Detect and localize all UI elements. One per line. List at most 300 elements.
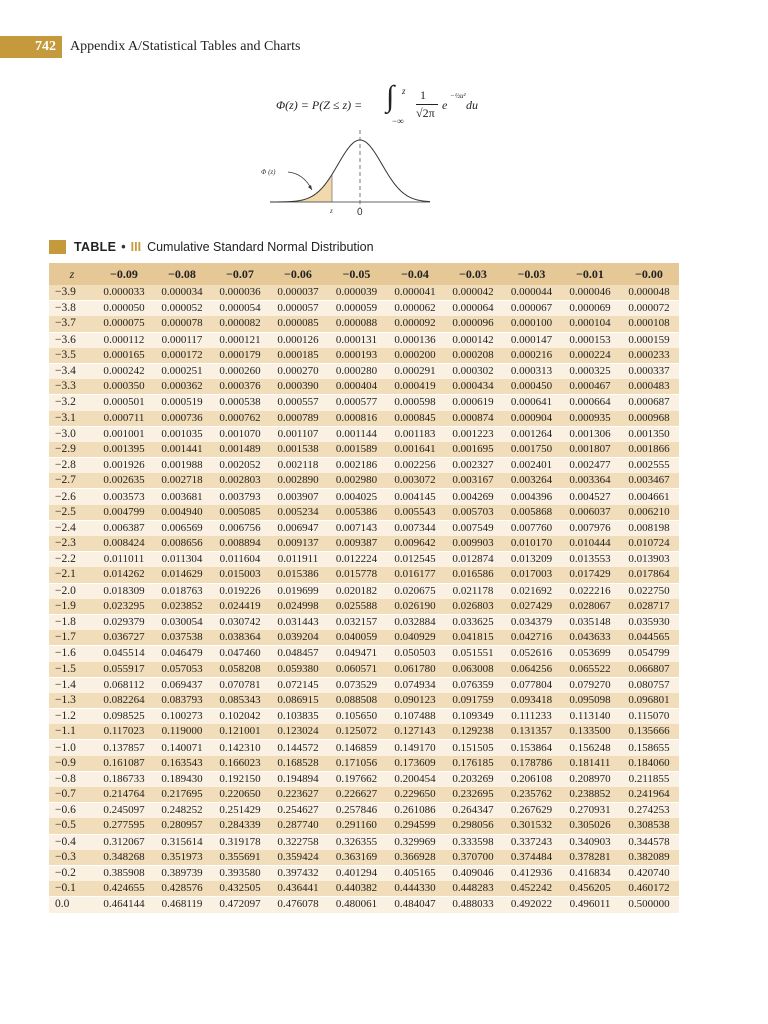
probability-cell: 0.000519: [161, 396, 203, 409]
probability-cell: 0.355691: [211, 850, 269, 866]
probability-cell: 0.000216: [502, 348, 561, 364]
table-row: [49, 583, 679, 599]
table-row: [49, 787, 679, 803]
probability-cell: 0.000450: [502, 379, 561, 395]
probability-cell: 0.000092: [386, 316, 444, 332]
probability-cell: 0.171056: [327, 756, 386, 772]
probability-cell: 0.337243: [510, 835, 553, 848]
probability-cell: 0.000350: [95, 379, 153, 395]
probability-cell: 0.000816: [327, 411, 386, 427]
probability-cell: 0.223627: [269, 787, 327, 803]
probability-cell: 0.004396: [510, 490, 553, 503]
probability-cell: 0.192150: [219, 772, 261, 785]
probability-cell: 0.001223: [452, 427, 494, 440]
probability-cell: 0.002477: [569, 459, 611, 472]
table-row: [49, 724, 679, 740]
column-header-z: z: [69, 266, 75, 281]
probability-cell: 0.000062: [394, 302, 436, 315]
probability-cell: 0.267629: [510, 804, 553, 817]
column-header: −0.08: [168, 266, 196, 281]
probability-cell: 0.016586: [444, 567, 502, 583]
probability-cell: 0.002803: [211, 473, 269, 489]
probability-cell: 0.105650: [335, 710, 378, 723]
formula-upper-limit: z: [402, 86, 406, 96]
probability-cell: 0.034379: [510, 616, 553, 629]
probability-cell: 0.079270: [569, 678, 611, 691]
probability-cell: 0.001589: [327, 442, 386, 458]
probability-cell: 0.000762: [211, 411, 269, 427]
probability-cell: 0.000172: [153, 348, 211, 364]
probability-cell: 0.000069: [569, 302, 611, 315]
probability-cell: 0.146859: [335, 741, 378, 754]
column-header: −0.04: [401, 266, 429, 281]
probability-cell: 0.007344: [394, 521, 436, 534]
probability-cell: 0.401294: [335, 867, 378, 880]
table-row: [49, 379, 679, 395]
zero-label: 0: [357, 207, 363, 218]
probability-cell: 0.096801: [619, 693, 679, 709]
page-number-tab: [0, 36, 62, 58]
formula-du: du: [466, 98, 478, 112]
probability-cell: 0.008424: [95, 536, 153, 552]
probability-cell: 0.208970: [569, 772, 611, 785]
probability-cell: 0.085343: [211, 693, 269, 709]
probability-cell: 0.351973: [153, 850, 211, 866]
probability-cell: 0.100273: [161, 710, 203, 723]
probability-cell: 0.000179: [211, 348, 269, 364]
table-row: [49, 709, 679, 725]
probability-cell: 0.366928: [386, 850, 444, 866]
probability-cell: 0.189430: [161, 772, 203, 785]
probability-cell: 0.070781: [219, 678, 261, 691]
probability-cell: 0.382089: [619, 850, 679, 866]
probability-cell: 0.181411: [561, 756, 619, 772]
probability-cell: 0.151505: [452, 741, 494, 754]
formula-exponent: −½u²: [450, 92, 466, 100]
column-header: −0.05: [342, 266, 371, 281]
probability-cell: 0.211855: [628, 772, 670, 785]
probability-cell: 0.000048: [619, 285, 679, 301]
probability-cell: 0.002401: [510, 459, 553, 472]
probability-cell: 0.409046: [452, 867, 494, 880]
probability-cell: 0.397432: [277, 867, 319, 880]
probability-cell: 0.002118: [277, 459, 319, 472]
probability-cell: 0.020675: [394, 584, 436, 597]
table-row: [49, 756, 679, 772]
probability-cell: 0.049471: [335, 647, 378, 660]
z-value-cell: −1.9: [49, 599, 95, 615]
probability-cell: 0.000557: [277, 396, 319, 409]
probability-cell: 0.001107: [277, 427, 319, 440]
table-row: [49, 426, 679, 442]
probability-cell: 0.042716: [502, 630, 561, 646]
probability-cell: 0.010170: [502, 536, 561, 552]
table-row: [49, 771, 679, 787]
probability-cell: 0.176185: [444, 756, 502, 772]
probability-cell: 0.000121: [219, 333, 261, 346]
probability-cell: 0.002186: [335, 459, 378, 472]
probability-cell: 0.025588: [327, 599, 386, 615]
probability-cell: 0.000538: [219, 396, 261, 409]
fraction-bar: [416, 104, 438, 105]
probability-cell: 0.000059: [335, 302, 378, 315]
z-value-cell: −0.6: [55, 804, 76, 817]
probability-cell: 0.001988: [161, 459, 203, 472]
probability-cell: 0.000270: [277, 365, 319, 378]
z-value-cell: −1.3: [49, 693, 95, 709]
probability-cell: 0.000039: [327, 285, 386, 301]
probability-cell: 0.000362: [153, 379, 211, 395]
phi-pointer-arrow: [288, 172, 312, 190]
probability-cell: 0.088508: [327, 693, 386, 709]
probability-cell: 0.393580: [219, 867, 261, 880]
probability-cell: 0.032884: [394, 616, 436, 629]
probability-cell: 0.004025: [335, 490, 378, 503]
normal-curve-svg: [250, 130, 450, 230]
probability-cell: 0.061780: [386, 662, 444, 678]
probability-cell: 0.000052: [161, 302, 203, 315]
probability-cell: 0.107488: [394, 710, 436, 723]
z-value-cell: −1.6: [55, 647, 76, 660]
table-title-square: [49, 240, 66, 254]
z-value-cell: −0.7: [49, 787, 95, 803]
probability-cell: 0.348268: [95, 850, 153, 866]
probability-cell: 0.032157: [335, 616, 378, 629]
probability-cell: 0.044565: [619, 630, 679, 646]
probability-cell: 0.000935: [561, 411, 619, 427]
table-row: [49, 411, 679, 427]
probability-cell: 0.133500: [561, 724, 619, 740]
probability-cell: 0.005543: [386, 505, 444, 521]
probability-cell: 0.003072: [386, 473, 444, 489]
probability-cell: 0.149170: [394, 741, 436, 754]
probability-cell: 0.064256: [502, 662, 561, 678]
probability-cell: 0.460172: [619, 881, 679, 897]
cdf-formula: [270, 80, 478, 126]
probability-cell: 0.291160: [327, 818, 386, 834]
table-title-label: TABLE: [74, 240, 117, 254]
probability-cell: 0.014262: [95, 567, 153, 583]
probability-cell: 0.488033: [452, 898, 494, 911]
probability-cell: 0.102042: [219, 710, 261, 723]
probability-cell: 0.000193: [327, 348, 386, 364]
probability-cell: 0.030054: [161, 616, 203, 629]
probability-cell: 0.007549: [452, 521, 494, 534]
probability-cell: 0.022216: [569, 584, 611, 597]
probability-cell: 0.000057: [277, 302, 319, 315]
probability-cell: 0.389739: [161, 867, 203, 880]
probability-cell: 0.000131: [335, 333, 378, 346]
probability-cell: 0.168528: [269, 756, 327, 772]
probability-cell: 0.127143: [386, 724, 444, 740]
probability-cell: 0.229650: [386, 787, 444, 803]
probability-cell: 0.203269: [452, 772, 494, 785]
probability-cell: 0.001489: [211, 442, 269, 458]
table-row: [49, 567, 679, 583]
table-body: [49, 285, 679, 913]
probability-cell: 0.000033: [95, 285, 153, 301]
formula-lower-limit: −∞: [392, 116, 404, 126]
probability-cell: 0.405165: [394, 867, 436, 880]
probability-cell: 0.220650: [211, 787, 269, 803]
probability-cell: 0.444330: [386, 881, 444, 897]
table-row: [49, 348, 679, 364]
probability-cell: 0.000641: [510, 396, 553, 409]
z-value-cell: −2.6: [55, 490, 76, 503]
probability-cell: 0.015778: [327, 567, 386, 583]
probability-cell: 0.017003: [502, 567, 561, 583]
z-value-cell: −1.2: [55, 710, 76, 723]
probability-cell: 0.277595: [95, 818, 153, 834]
z-value-cell: −3.0: [55, 427, 76, 440]
probability-cell: 0.003573: [103, 490, 145, 503]
probability-cell: 0.008894: [211, 536, 269, 552]
z-value-cell: 0.0: [55, 898, 70, 911]
probability-cell: 0.235762: [502, 787, 561, 803]
formula-numerator: 1: [420, 88, 426, 102]
probability-cell: 0.280957: [153, 818, 211, 834]
probability-cell: 0.294599: [386, 818, 444, 834]
probability-cell: 0.000736: [153, 411, 211, 427]
table-row: [49, 489, 679, 505]
probability-cell: 0.206108: [510, 772, 553, 785]
probability-cell: 0.002718: [153, 473, 211, 489]
probability-cell: 0.005085: [211, 505, 269, 521]
probability-cell: 0.000104: [561, 316, 619, 332]
probability-cell: 0.000467: [561, 379, 619, 395]
probability-cell: 0.359424: [269, 850, 327, 866]
z-label: z: [330, 207, 333, 215]
probability-cell: 0.001070: [219, 427, 261, 440]
probability-cell: 0.000968: [619, 411, 679, 427]
running-title: Appendix A/Statistical Tables and Charts: [70, 39, 301, 54]
probability-cell: 0.004799: [95, 505, 153, 521]
z-value-cell: −0.3: [49, 850, 95, 866]
probability-cell: 0.083793: [153, 693, 211, 709]
probability-cell: 0.065522: [561, 662, 619, 678]
probability-cell: 0.000037: [269, 285, 327, 301]
normal-cdf-table: [49, 263, 679, 913]
probability-cell: 0.004269: [452, 490, 494, 503]
table-title-number: III: [130, 240, 142, 254]
probability-cell: 0.020182: [335, 584, 378, 597]
table-row: [49, 630, 679, 646]
probability-cell: 0.274253: [628, 804, 670, 817]
z-value-cell: −3.9: [49, 285, 95, 301]
probability-cell: 0.000108: [619, 316, 679, 332]
probability-cell: 0.226627: [327, 787, 386, 803]
column-header: −0.03: [459, 266, 487, 281]
probability-cell: 0.232695: [444, 787, 502, 803]
probability-cell: 0.058208: [211, 662, 269, 678]
probability-cell: 0.001750: [502, 442, 561, 458]
probability-cell: 0.173609: [386, 756, 444, 772]
probability-cell: 0.000376: [211, 379, 269, 395]
probability-cell: 0.000325: [569, 365, 611, 378]
probability-cell: 0.000302: [452, 365, 494, 378]
table-row: [49, 865, 679, 881]
probability-cell: 0.322758: [277, 835, 319, 848]
probability-cell: 0.001695: [444, 442, 502, 458]
probability-cell: 0.026803: [444, 599, 502, 615]
probability-cell: 0.003264: [502, 473, 561, 489]
probability-cell: 0.000404: [327, 379, 386, 395]
z-value-cell: −0.1: [49, 881, 95, 897]
table-row: [49, 897, 679, 913]
probability-cell: 0.000044: [502, 285, 561, 301]
probability-cell: 0.001395: [95, 442, 153, 458]
table-row: [49, 834, 679, 850]
z-value-cell: −0.8: [55, 772, 76, 785]
z-value-cell: −2.1: [49, 567, 95, 583]
probability-cell: 0.153864: [510, 741, 553, 754]
probability-cell: 0.363169: [327, 850, 386, 866]
normal-curve-figure: [250, 130, 450, 230]
z-value-cell: −1.7: [49, 630, 95, 646]
table-header-row: [49, 263, 679, 285]
probability-cell: 0.129238: [444, 724, 502, 740]
phi-label: Φ (z): [261, 168, 276, 176]
probability-cell: 0.051551: [452, 647, 494, 660]
probability-cell: 0.456205: [561, 881, 619, 897]
probability-cell: 0.002256: [394, 459, 436, 472]
probability-cell: 0.047460: [219, 647, 261, 660]
table-row: [49, 850, 679, 866]
probability-cell: 0.184060: [619, 756, 679, 772]
probability-cell: 0.374484: [502, 850, 561, 866]
probability-cell: 0.298056: [444, 818, 502, 834]
probability-cell: 0.000664: [569, 396, 611, 409]
probability-cell: 0.050503: [394, 647, 436, 660]
probability-cell: 0.004527: [569, 490, 611, 503]
table-row: [49, 536, 679, 552]
probability-cell: 0.500000: [628, 898, 670, 911]
probability-cell: 0.012874: [452, 553, 494, 566]
probability-cell: 0.144572: [277, 741, 319, 754]
probability-cell: 0.023852: [153, 599, 211, 615]
probability-cell: 0.005868: [502, 505, 561, 521]
probability-cell: 0.428576: [153, 881, 211, 897]
probability-cell: 0.004145: [394, 490, 436, 503]
table-row: [49, 442, 679, 458]
probability-cell: 0.117023: [95, 724, 153, 740]
probability-cell: 0.010444: [561, 536, 619, 552]
probability-cell: 0.035930: [628, 616, 670, 629]
probability-cell: 0.000088: [327, 316, 386, 332]
probability-cell: 0.007143: [335, 521, 378, 534]
probability-cell: 0.006947: [277, 521, 319, 534]
probability-cell: 0.002635: [95, 473, 153, 489]
probability-cell: 0.018763: [161, 584, 203, 597]
probability-cell: 0.026190: [386, 599, 444, 615]
probability-cell: 0.464144: [103, 898, 145, 911]
probability-cell: 0.000242: [103, 365, 145, 378]
z-value-cell: −2.8: [55, 459, 76, 472]
probability-cell: 0.000050: [103, 302, 145, 315]
shaded-area-phi: [270, 174, 332, 202]
probability-cell: 0.378281: [561, 850, 619, 866]
probability-cell: 0.011011: [103, 553, 145, 566]
probability-cell: 0.000233: [619, 348, 679, 364]
probability-cell: 0.000619: [452, 396, 494, 409]
probability-cell: 0.069437: [161, 678, 203, 691]
probability-cell: 0.412936: [510, 867, 553, 880]
z-value-cell: −1.0: [55, 741, 76, 754]
probability-cell: 0.142310: [219, 741, 261, 754]
probability-cell: 0.484047: [394, 898, 436, 911]
probability-cell: 0.308538: [619, 818, 679, 834]
table-row: [49, 662, 679, 678]
probability-cell: 0.024419: [211, 599, 269, 615]
probability-cell: 0.018309: [103, 584, 145, 597]
probability-cell: 0.315614: [161, 835, 203, 848]
probability-cell: 0.073529: [335, 678, 378, 691]
probability-cell: 0.000041: [386, 285, 444, 301]
probability-cell: 0.001264: [510, 427, 553, 440]
probability-cell: 0.012545: [394, 553, 436, 566]
probability-cell: 0.305026: [561, 818, 619, 834]
probability-cell: 0.264347: [452, 804, 494, 817]
table-row: [49, 458, 679, 474]
probability-cell: 0.248252: [161, 804, 203, 817]
probability-cell: 0.000337: [628, 365, 670, 378]
column-header: −0.06: [284, 266, 312, 281]
probability-cell: 0.326355: [335, 835, 378, 848]
probability-cell: 0.214764: [95, 787, 153, 803]
formula-denominator: √2π: [416, 106, 435, 120]
probability-cell: 0.178786: [502, 756, 561, 772]
probability-cell: 0.370700: [444, 850, 502, 866]
z-value-cell: −1.5: [49, 662, 95, 678]
probability-cell: 0.006569: [161, 521, 203, 534]
probability-cell: 0.270931: [569, 804, 611, 817]
probability-cell: 0.017429: [561, 567, 619, 583]
probability-cell: 0.480061: [335, 898, 378, 911]
probability-cell: 0.000419: [386, 379, 444, 395]
probability-cell: 0.254627: [277, 804, 319, 817]
table-row: [49, 552, 679, 568]
probability-cell: 0.005234: [269, 505, 327, 521]
probability-cell: 0.001641: [386, 442, 444, 458]
probability-cell: 0.432505: [211, 881, 269, 897]
probability-cell: 0.140071: [161, 741, 203, 754]
probability-cell: 0.041815: [444, 630, 502, 646]
page-number: 742: [35, 39, 56, 54]
z-value-cell: −0.9: [49, 756, 95, 772]
probability-cell: 0.022750: [628, 584, 670, 597]
probability-cell: 0.039204: [269, 630, 327, 646]
probability-cell: 0.007976: [569, 521, 611, 534]
probability-cell: 0.000034: [153, 285, 211, 301]
probability-cell: 0.420740: [628, 867, 670, 880]
probability-cell: 0.245097: [103, 804, 145, 817]
probability-cell: 0.090123: [386, 693, 444, 709]
probability-cell: 0.131357: [502, 724, 561, 740]
probability-cell: 0.037538: [153, 630, 211, 646]
probability-cell: 0.019699: [277, 584, 319, 597]
table-row: [49, 646, 679, 662]
probability-cell: 0.008198: [628, 521, 670, 534]
probability-cell: 0.029379: [103, 616, 145, 629]
table-row: [49, 693, 679, 709]
probability-cell: 0.017864: [619, 567, 679, 583]
probability-cell: 0.052616: [510, 647, 553, 660]
probability-cell: 0.001144: [336, 427, 377, 440]
probability-cell: 0.021692: [510, 584, 553, 597]
probability-cell: 0.005703: [444, 505, 502, 521]
probability-cell: 0.000904: [502, 411, 561, 427]
probability-cell: 0.194894: [277, 772, 319, 785]
